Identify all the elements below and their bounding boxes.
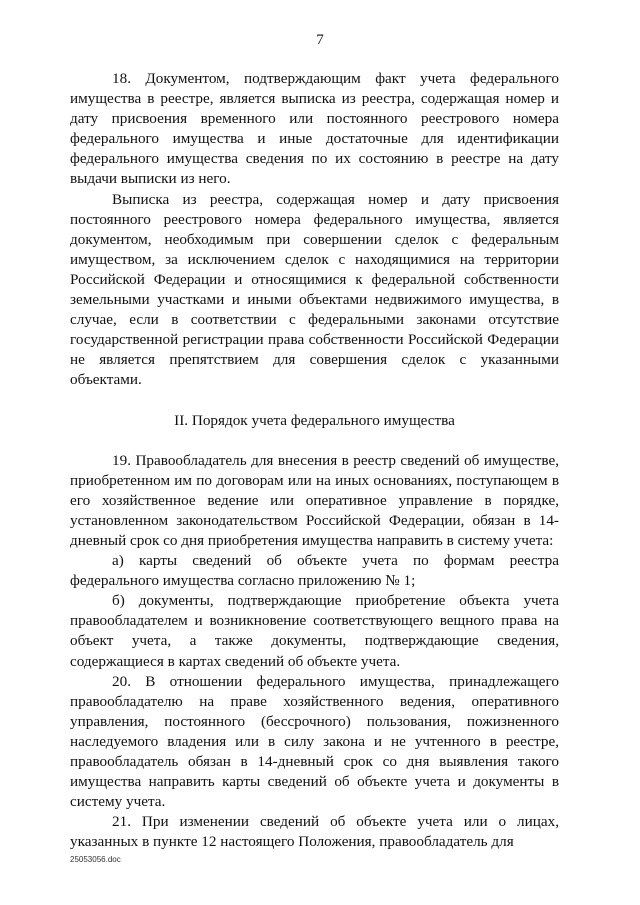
file-name-footer: 25053056.doc	[70, 855, 121, 864]
paragraph-19: 19. Правообладатель для внесения в реестр сведений об имуществе, приобретенном им по договорам или на иных основаниях, поступающем в его хозяйственное ведение или оперативное управление в порядке, установленном законодательством Российской Федерации, обязан в 14-дневный срок со дня приобретения имущества направить в систему учета:	[70, 451, 559, 549]
paragraph-21: 21. При изменении сведений об объекте учета или о лицах, указанных в пункте 12 настоящего Положения, правообладатель для	[70, 813, 559, 851]
paragraph-20: 20. В отношении федерального имущества, принадлежащего правообладателю на праве хозяйственного ведения, оперативного управления, постоянного (бессрочного) пользования, пожизненного наследуемого владения или в силу закона и не учтенного в реестре, правообладатель обязан в 14-дневный срок со дня выявления такого имущества направить карты сведений об объекте учета и документы в систему учета.	[70, 672, 559, 811]
paragraph-19-b: б) документы, подтверждающие приобретение объекта учета правообладателем и возникновение соответствующего вещного права на объект учета, а также документы, подтверждающие сведения, содержащиеся в картах сведений об объекте учета.	[70, 592, 559, 670]
paragraph-19-a: а) карты сведений об объекте учета по формам реестра федерального имущества согласно приложению № 1;	[70, 552, 559, 590]
section-heading: II. Порядок учета федерального имущества	[174, 411, 455, 429]
paragraph-18: 18. Документом, подтверждающим факт учета федерального имущества в реестре, является выписка из реестра, содержащая номер и дату присвоения временного или постоянного реестрового номера федерального имущества и иные достаточные для идентификации федерального имущества сведения по их состоянию в реестре на дату выдачи выписки из него.	[70, 70, 559, 188]
paragraph-18-extract: Выписка из реестра, содержащая номер и дату присвоения постоянного реестрового номера федерального имущества, является документом, необходимым при совершении сделок с федеральным имуществом, за исключением сделок с находящимися на территории Российской Федерации и относящимися к федеральной собственности земельными участками и иными объектами недвижимого имущества, в случае, если в соответствии с федеральными законами отсутствие государственной регистрации права собственности Российской Федерации не является препятствием для совершения сделок с указанными объектами.	[70, 190, 559, 389]
page-number: 7	[316, 32, 324, 48]
document-body	[70, 69, 559, 852]
